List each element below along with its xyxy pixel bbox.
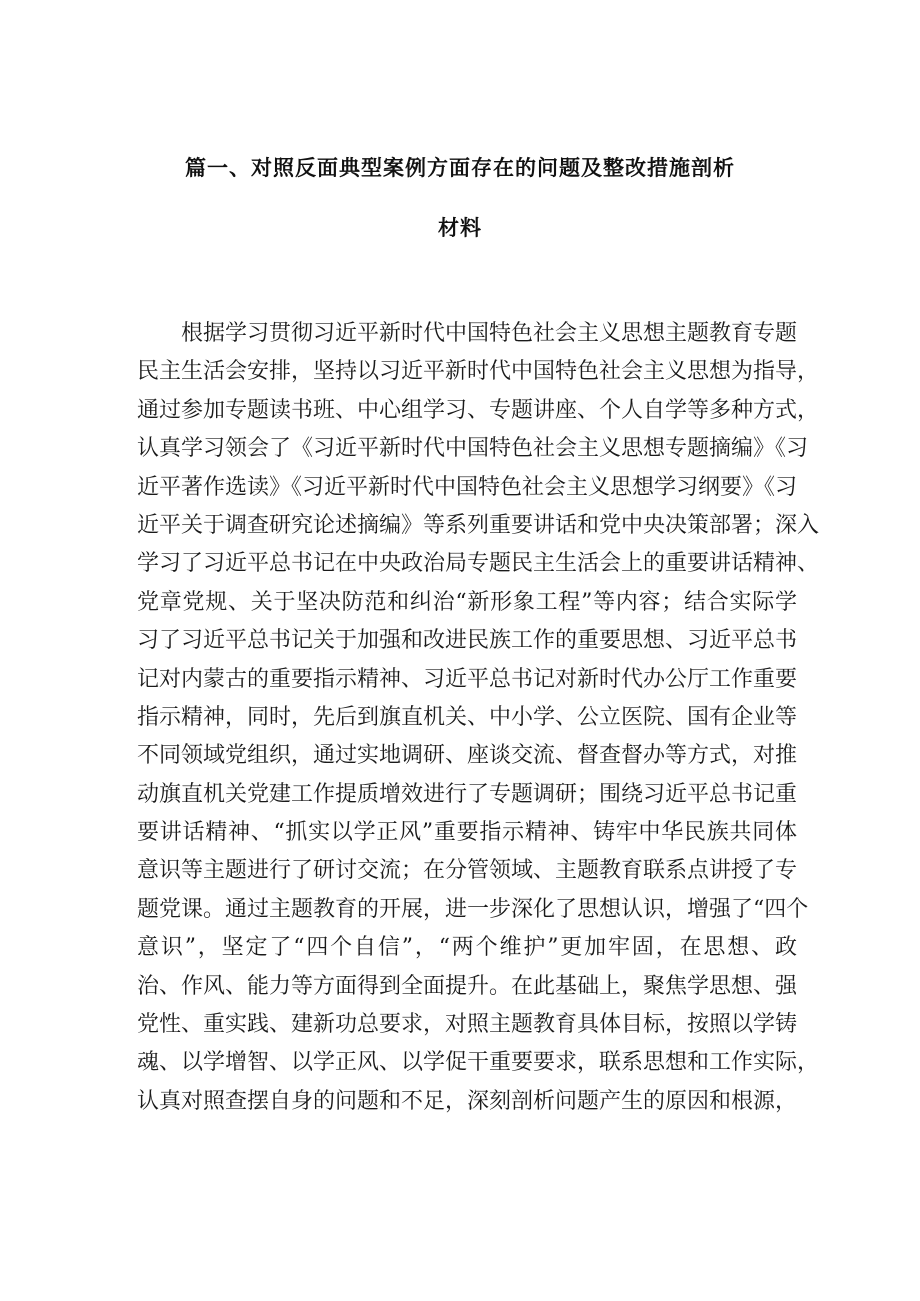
- document-title: 篇一、对照反面典型案例方面存在的问题及整改措施剖析: [185, 155, 735, 180]
- paragraph-line: 近平著作选读》《习近平新时代中国特色社会主义思想学习纲要》《习: [137, 474, 798, 500]
- paragraph-line: 指示精神，同时，先后到旗直机关、中小学、公立医院、国有企业等: [137, 704, 798, 730]
- paragraph-line: 根据学习贯彻习近平新时代中国特色社会主义思想主题教育专题: [181, 321, 798, 346]
- paragraph-line: 意识等主题进行了研讨交流；在分管领域、主题教育联系点讲授了专: [137, 858, 798, 884]
- paragraph-line: 治、作风、能力等方面得到全面提升。在此基础上，聚焦学思想、强: [137, 973, 798, 999]
- document-title-continuation: 材料: [438, 215, 482, 240]
- paragraph-line: 认真对照查摆自身的问题和不足，深刻剖析问题产生的原因和根源，: [137, 1088, 798, 1114]
- body-paragraph: [137, 318, 820, 1124]
- paragraph-line: 民主生活会安排，坚持以习近平新时代中国特色社会主义思想为指导，: [137, 359, 820, 385]
- paragraph-line: 意识”，坚定了“四个自信”，“两个维护”更加牢固，在思想、政: [137, 935, 797, 961]
- paragraph-line: 记对内蒙古的重要指示精神、习近平总书记对新时代办公厅工作重要: [137, 666, 798, 692]
- paragraph-line: 不同领域党组织，通过实地调研、座谈交流、督查督办等方式，对推: [137, 743, 798, 769]
- paragraph-line: 要讲话精神、“抓实以学正风”重要指示精神、铸牢中华民族共同体: [137, 820, 797, 846]
- paragraph-line: 动旗直机关党建工作提质增效进行了专题调研；围绕习近平总书记重: [137, 781, 798, 807]
- paragraph-line: 题党课。通过主题教育的开展，进一步深化了思想认识，增强了“四个: [137, 896, 809, 922]
- paragraph-line: 党性、重实践、建新功总要求，对照主题教育具体目标，按照以学铸: [137, 1012, 798, 1038]
- paragraph-line: 通过参加专题读书班、中心组学习、专题讲座、个人自学等多种方式，: [137, 397, 820, 423]
- paragraph-line: 魂、以学增智、以学正风、以学促干重要要求，联系思想和工作实际，: [137, 1050, 820, 1076]
- paragraph-line: 习了习近平总书记关于加强和改进民族工作的重要思想、习近平总书: [137, 628, 798, 654]
- paragraph-line: 党章党规、关于坚决防范和纠治“新形象工程”等内容；结合实际学: [137, 589, 797, 615]
- paragraph-line: 近平关于调查研究论述摘编》等系列重要讲话和党中央决策部署；深入: [137, 512, 820, 538]
- paragraph-line: 认真学习领会了《习近平新时代中国特色社会主义思想专题摘编》《习: [137, 436, 809, 462]
- paragraph-line: 学习了习近平总书记在中央政治局专题民主生活会上的重要讲话精神、: [137, 551, 820, 577]
